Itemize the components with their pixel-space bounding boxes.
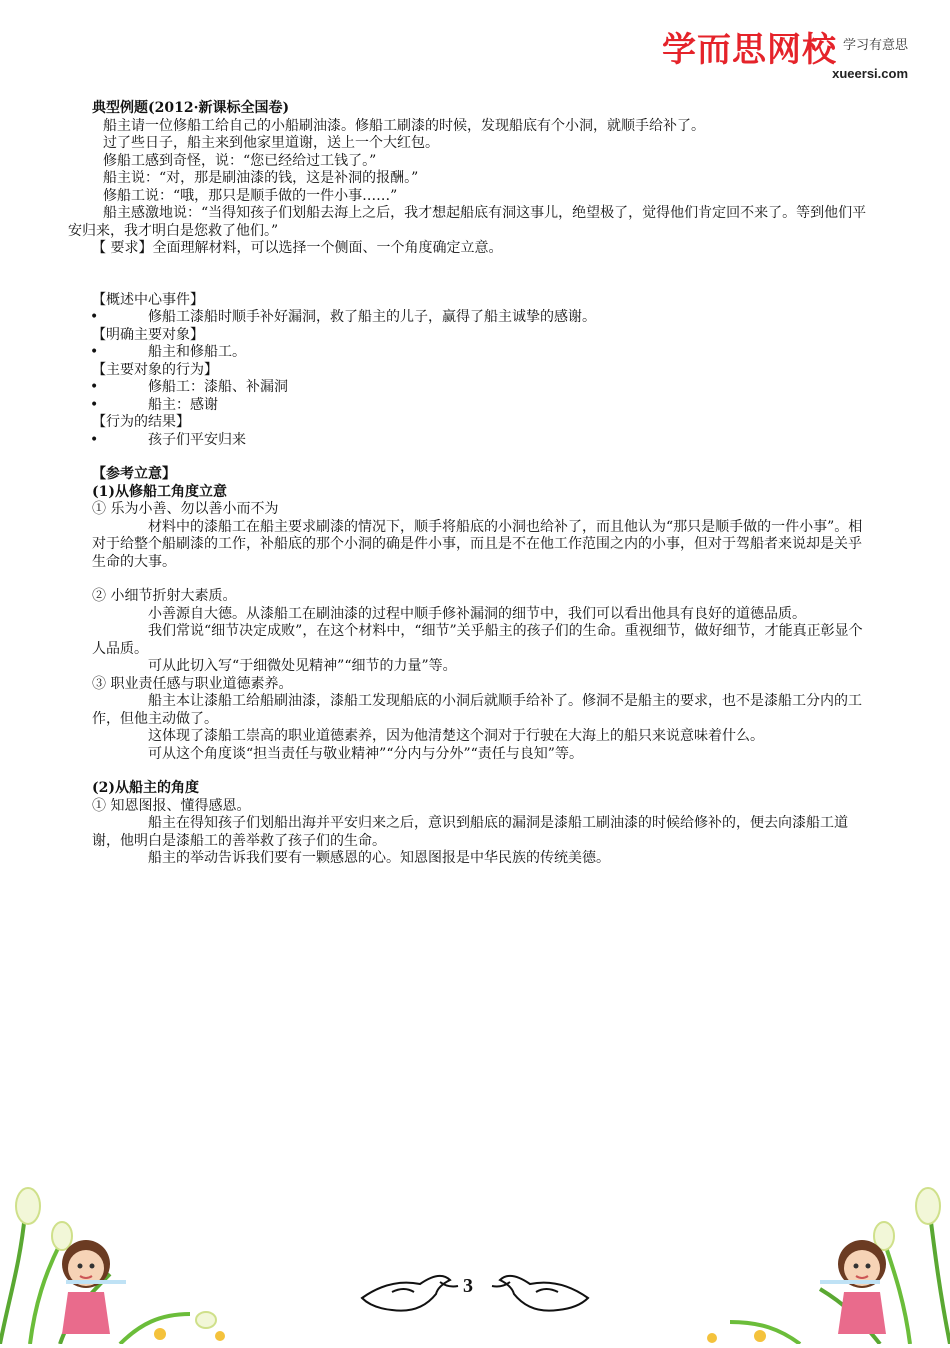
logo-tagline: 学习有意思 xyxy=(842,38,908,53)
right-flower-illustration xyxy=(707,1188,950,1344)
right-dove-ornament xyxy=(492,1276,588,1311)
footer-illustration xyxy=(0,1174,950,1344)
section-title: (2)从船主的角度 xyxy=(92,780,199,796)
example-line: 过了些日子，船主来到他家里道谢，送上一个大红包。 xyxy=(103,135,439,151)
example-title: 典型例题(2012·新课标全国卷) xyxy=(92,100,290,116)
point-body: 这体现了漆船工崇高的职业道德素养，因为他清楚这个洞对于行驶在大海上的船只来说意味着什么。 xyxy=(148,728,764,744)
analysis-bullet: • 孩子们平安归来 xyxy=(68,432,868,450)
analysis-bullet: • 船主：感谢 xyxy=(68,397,868,415)
example-line: 修船工感到奇怪，说：“您已经给过工钱了。” xyxy=(103,152,377,169)
logo-url: xueersi.com xyxy=(832,66,908,81)
reference-heading: 【参考立意】 xyxy=(92,466,176,482)
point-body: 船主在得知孩子们划船出海并平安归来之后，意识到船底的漏洞是漆船工刷油漆的时候给修补的，便去向漆船工道谢，他明白是漆船工的善举救了孩子们的生命。 xyxy=(92,815,848,849)
analysis-bullet: • 修船工：漆船、补漏洞 xyxy=(68,379,868,397)
point-body: 船主本让漆船工给船刷油漆，漆船工发现船底的小洞后就顺手给补了。修洞不是船主的要求，也不是漆船工分内的工作，但他主动做了。 xyxy=(92,693,862,727)
example-line: 船主说：“对，那是刷油漆的钱，这是补洞的报酬。” xyxy=(103,170,419,186)
left-flower-illustration xyxy=(0,1188,225,1344)
analysis-bullet: • 船主和修船工。 xyxy=(68,344,868,362)
analysis-heading: 【明确主要对象】 xyxy=(92,326,204,343)
point-title: ③ 职业责任感与职业道德素养。 xyxy=(92,675,293,692)
analysis-heading: 【概述中心事件】 xyxy=(92,291,204,308)
brand-logo xyxy=(661,22,908,81)
example-line: 船主请一位修船工给自己的小船刷油漆。修船工刷漆的时候，发现船底有个小洞，就顺手给补了。 xyxy=(103,117,705,134)
logo-text: 学而思网校 xyxy=(661,30,837,70)
example-line: 船主感激地说：“当得知孩子们划船去海上之后，我才想起船底有洞这事儿，绝望极了，觉得他们肯定回不来了。等到他们平安归来，我才明白是您救了他们。” xyxy=(68,205,867,239)
left-dove-ornament xyxy=(362,1276,458,1311)
analysis-heading: 【主要对象的行为】 xyxy=(92,361,218,378)
point-title: ① 乐为小善、勿以善小而不为 xyxy=(92,501,279,517)
point-body: 材料中的漆船工在船主要求刷漆的情况下，顺手将船底的小洞也给补了，而且他认为“那只是顺手做的一件小事”。相对于给整个船刷漆的工作，补船底的那个小洞的确是件小事，而且是不在他工作范围之内的小事，但对于驾船者来说却是关乎生命的大事。 xyxy=(92,518,863,570)
example-line: 修船工说：“哦，那只是顺手做的一件小事……” xyxy=(103,187,398,204)
point-body: 可从此切入写“于细微处见精神”“细节的力量”等。 xyxy=(148,658,457,674)
point-body: 小善源自大德。从漆船工在刷油漆的过程中顺手修补漏洞的细节中，我们可以看出他具有良好的道德品质。 xyxy=(148,605,806,622)
point-body: 我们常说“细节决定成败”，在这个材料中，“细节”关乎船主的孩子们的生命。重视细节，做好细节，才能真正彰显个人品质。 xyxy=(92,623,863,657)
analysis-bullet: • 修船工漆船时顺手补好漏洞，救了船主的儿子，赢得了船主诚挚的感谢。 xyxy=(68,309,868,327)
document-body xyxy=(68,100,868,868)
point-body: 可从这个角度谈“担当责任与敬业精神”“分内与分外”“责任与良知”等。 xyxy=(148,745,583,762)
decorative-footer xyxy=(0,1174,950,1344)
page-number: 3 xyxy=(463,1275,473,1297)
point-title: ① 知恩图报、懂得感恩。 xyxy=(92,797,251,814)
section-title: (1)从修船工角度立意 xyxy=(92,483,227,500)
example-requirement: 【 要求】全面理解材料，可以选择一个侧面、一个角度确定立意。 xyxy=(92,240,503,256)
analysis-heading: 【行为的结果】 xyxy=(92,414,190,430)
point-title: ② 小细节折射大素质。 xyxy=(92,588,237,604)
point-body: 船主的举动告诉我们要有一颗感恩的心。知恩图报是中华民族的传统美德。 xyxy=(148,850,610,866)
